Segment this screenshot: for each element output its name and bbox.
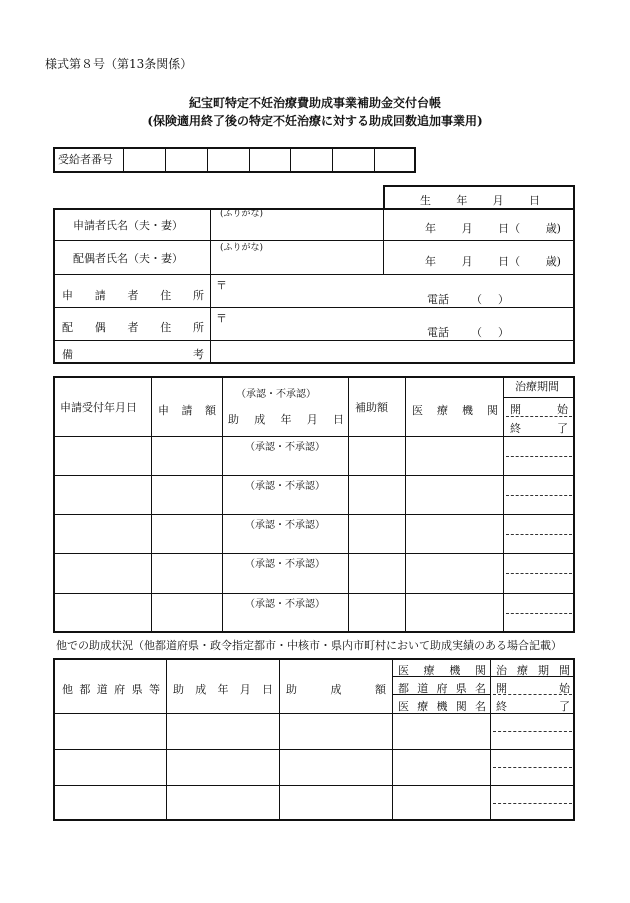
page-title: 紀宝町特定不妊治療費助成事業補助金交付台帳 <box>188 96 441 110</box>
other-period-header: 治 療 期 間 <box>496 664 570 677</box>
furigana-label-spouse: (ふりがな) <box>220 243 264 253</box>
other-institution-header: 医 療 機 関 <box>398 664 486 677</box>
applicant-birthdate: 年 月 日（ 歳) <box>425 222 561 235</box>
spouse-birthdate: 年 月 日（ 歳) <box>425 255 561 268</box>
remarks-field[interactable] <box>212 342 572 362</box>
furigana-label: (ふりがな) <box>220 209 264 219</box>
spouse-name-label: 配偶者氏名（夫・妻） <box>73 252 183 265</box>
other-start-header: 開 始 <box>496 682 570 695</box>
other-end-header: 終 了 <box>496 700 570 713</box>
row-approval-5[interactable]: （承認・不承認） <box>245 599 325 610</box>
period-header: 治療期間 <box>515 380 559 393</box>
period-end-header: 終 了 <box>510 422 568 435</box>
row-approval-3[interactable]: （承認・不承認） <box>245 520 325 531</box>
row-approval-4[interactable]: （承認・不承認） <box>245 559 325 570</box>
remarks-label: 備 考 <box>62 348 204 361</box>
other-pref-name-header: 都 道 府 県 名 <box>398 682 486 695</box>
recipient-number-label: 受給者番号 <box>58 153 113 166</box>
spouse-name-field[interactable] <box>212 256 382 273</box>
page-subtitle: (保険適用終了後の特定不妊治療に対する助成回数追加事業用) <box>147 114 483 128</box>
other-date-header: 助 成 年 月 日 <box>173 683 273 696</box>
grant-date-header: 助 成 年 月 日 <box>228 413 344 426</box>
amount-header: 申 請 額 <box>158 404 216 417</box>
applicant-address-label: 申 請 者 住 所 <box>62 289 204 302</box>
period-start-header: 開 始 <box>510 403 568 416</box>
postal-mark: 〒 <box>216 279 227 292</box>
other-institution-name-header: 医 療 機 関 名 <box>398 700 486 713</box>
other-assistance-caption: 他での助成状況（他都道府県・政令指定都市・中核市・県内市町村において助成実績のある場合記載） <box>56 639 562 652</box>
birthdate-header: 生 年 月 日 <box>420 194 540 207</box>
applicant-address-field[interactable] <box>230 278 410 304</box>
postal-mark-spouse: 〒 <box>216 312 227 325</box>
applicant-phone: 電話 （ ） <box>427 293 509 306</box>
other-pref-header: 他 都 道 府 県 等 <box>62 683 160 696</box>
receipt-date-header: 申請受付年月日 <box>60 401 137 414</box>
form-number: 様式第８号（第13条関係） <box>45 57 193 71</box>
other-amount-header: 助 成 額 <box>286 683 386 696</box>
applicant-name-label: 申請者氏名（夫・妻） <box>73 219 183 232</box>
row-approval-1[interactable]: （承認・不承認） <box>245 442 325 453</box>
institution-header: 医 療 機 関 <box>412 404 498 417</box>
subsidy-header: 補助額 <box>355 401 388 414</box>
applicant-name-field[interactable] <box>212 222 382 239</box>
spouse-phone: 電話 （ ） <box>427 326 509 339</box>
recipient-number-cells[interactable] <box>124 149 414 171</box>
spouse-address-label: 配 偶 者 住 所 <box>62 321 204 334</box>
row-approval-2[interactable]: （承認・不承認） <box>245 481 325 492</box>
spouse-address-field[interactable] <box>230 311 410 337</box>
approval-header: （承認・不承認） <box>236 389 316 400</box>
